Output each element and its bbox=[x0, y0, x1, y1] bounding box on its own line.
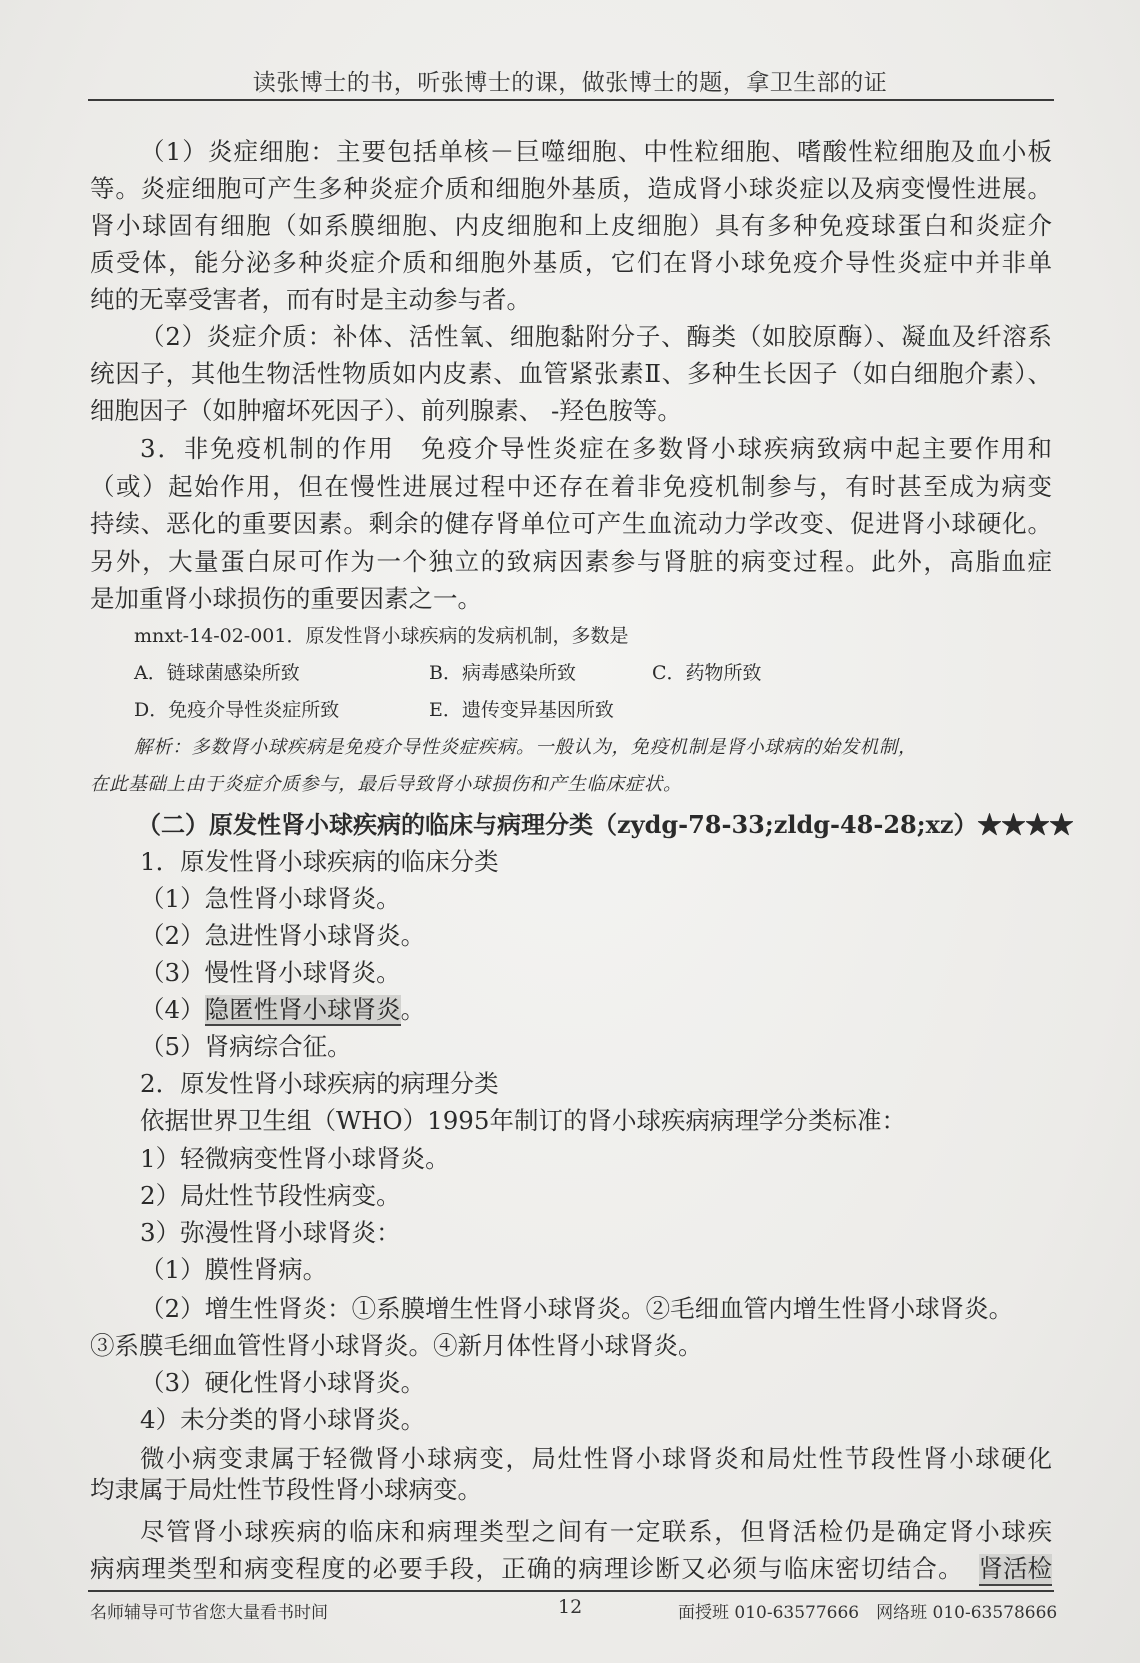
section-line: 2）局灶性节段性病变。 bbox=[140, 1180, 401, 1210]
section-line: （3）硬化性肾小球肾炎。 bbox=[140, 1368, 426, 1398]
question-stem: mnxt-14-02-001．原发性肾小球疾病的发病机制，多数是 bbox=[134, 625, 629, 647]
body-line: 另外，大量蛋白尿可作为一个独立的致病因素参与肾脏的病变过程。此外，高脂血症 bbox=[90, 546, 1052, 576]
body-line: 细胞因子（如肿瘤坏死因子）、前列腺素、 -羟色胺等。 bbox=[90, 396, 682, 426]
body-line: 统因子，其他生物活性物质如内皮素、血管紧张素Ⅱ、多种生长因子（如白细胞介素）、 bbox=[90, 359, 1052, 389]
page-header-title: 读张博士的书，听张博士的课，做张博士的题，拿卫生部的证 bbox=[252, 70, 888, 96]
question-option: B．病毒感染所致 bbox=[429, 662, 576, 685]
text-span: 。 bbox=[400, 995, 426, 1025]
section-line: （1）急性肾小球肾炎。 bbox=[140, 883, 401, 913]
section-line: 2．原发性肾小球疾病的病理分类 bbox=[140, 1069, 499, 1099]
body-line: 持续、恶化的重要因素。剩余的健存肾单位可产生血流动力学改变、促进肾小球硬化。 bbox=[90, 508, 1052, 538]
section-line: 尽管肾小球疾病的临床和病理类型之间有一定联系，但肾活检仍是确定肾小球疾 bbox=[140, 1516, 1052, 1546]
footer-slogan: 名师辅导可节省您大量看书时间 bbox=[90, 1603, 328, 1623]
question-option: C．药物所致 bbox=[652, 662, 762, 685]
section-last-line bbox=[90, 1554, 1052, 1586]
section-line: 1．原发性肾小球疾病的临床分类 bbox=[140, 846, 499, 876]
question-option: E．遗传变异基因所致 bbox=[429, 699, 614, 722]
section-line: （2）增生性肾炎：①系膜增生性肾小球肾炎。②毛细血管内增生性肾小球肾炎。 bbox=[140, 1294, 1014, 1324]
body-line: 肾小球固有细胞（如系膜细胞、内皮细胞和上皮细胞）具有多种免疫球蛋白和炎症介 bbox=[90, 210, 1052, 240]
section-line: ③系膜毛细血管性肾小球肾炎。④新月体性肾小球肾炎。 bbox=[90, 1331, 703, 1361]
question-analysis: 在此基础上由于炎症介质参与，最后导致肾小球损伤和产生临床症状。 bbox=[90, 774, 683, 796]
highlighted-text: 肾活检 bbox=[979, 1554, 1053, 1586]
body-line: 是加重肾小球损伤的重要因素之一。 bbox=[90, 583, 482, 613]
section-line: 均隶属于局灶性节段性肾小球病变。 bbox=[90, 1475, 482, 1505]
section-line: （5）肾病综合征。 bbox=[140, 1032, 352, 1062]
section-line: （2）急进性肾小球肾炎。 bbox=[140, 920, 426, 950]
text-span: 病病理类型和病变程度的必要手段，正确的病理诊断又必须与临床密切结合。 bbox=[90, 1553, 964, 1583]
section-line: 1）轻微病变性肾小球肾炎。 bbox=[140, 1143, 450, 1173]
question-option: D．免疫介导性炎症所致 bbox=[134, 699, 340, 722]
body-line: （2）炎症介质：补体、活性氧、细胞黏附分子、酶类（如胶原酶）、凝血及纤溶系 bbox=[140, 322, 1052, 352]
body-line: 3．非免疫机制的作用 免疫介导性炎症在多数肾小球疾病致病中起主要作用和 bbox=[140, 434, 1052, 464]
section-line: 依据世界卫生组（WHO）1995年制订的肾小球疾病病理学分类标准： bbox=[140, 1106, 906, 1136]
question-analysis: 解析：多数肾小球疾病是免疫介导性炎症疾病。一般认为，免疫机制是肾小球病的始发机制， bbox=[134, 737, 918, 759]
section-line: 微小病变隶属于轻微肾小球病变，局灶性肾小球肾炎和局灶性节段性肾小球硬化 bbox=[140, 1443, 1052, 1473]
section-heading: （二）原发性肾小球疾病的临床与病理分类（zydg-78-33;zldg-48-28;xz）★★★★ bbox=[137, 809, 1074, 839]
highlighted-text: 隐匿性肾小球肾炎 bbox=[204, 995, 401, 1025]
footer-contact: 面授班 010-63577666 网络班 010-63578666 bbox=[678, 1603, 1058, 1623]
body-line: 等。炎症细胞可产生多种炎症介质和细胞外基质，造成肾小球炎症以及病变慢性进展。 bbox=[90, 173, 1052, 203]
header-rule bbox=[88, 99, 1054, 101]
body-line: （1）炎症细胞：主要包括单核－巨噬细胞、中性粒细胞、嗜酸性粒细胞及血小板 bbox=[140, 136, 1052, 166]
section-line: （1）膜性肾病。 bbox=[140, 1254, 328, 1284]
section-line: （3）慢性肾小球肾炎。 bbox=[140, 958, 401, 988]
question-option: A．链球菌感染所致 bbox=[134, 662, 300, 685]
body-line: （或）起始作用，但在慢性进展过程中还存在着非免疫机制参与，有时甚至成为病变 bbox=[90, 471, 1052, 501]
body-line: 纯的无辜受害者，而有时是主动参与者。 bbox=[90, 284, 531, 314]
section-line: 3）弥漫性肾小球肾炎： bbox=[140, 1217, 401, 1247]
page-number: 12 bbox=[558, 1596, 583, 1618]
text-span: （4） bbox=[140, 995, 205, 1025]
list-item-4 bbox=[140, 995, 425, 1025]
footer-rule bbox=[88, 1590, 1054, 1592]
body-line: 质受体，能分泌多种炎症介质和细胞外基质，它们在肾小球免疫介导性炎症中并非单 bbox=[90, 247, 1052, 277]
section-line: 4）未分类的肾小球肾炎。 bbox=[140, 1405, 426, 1435]
